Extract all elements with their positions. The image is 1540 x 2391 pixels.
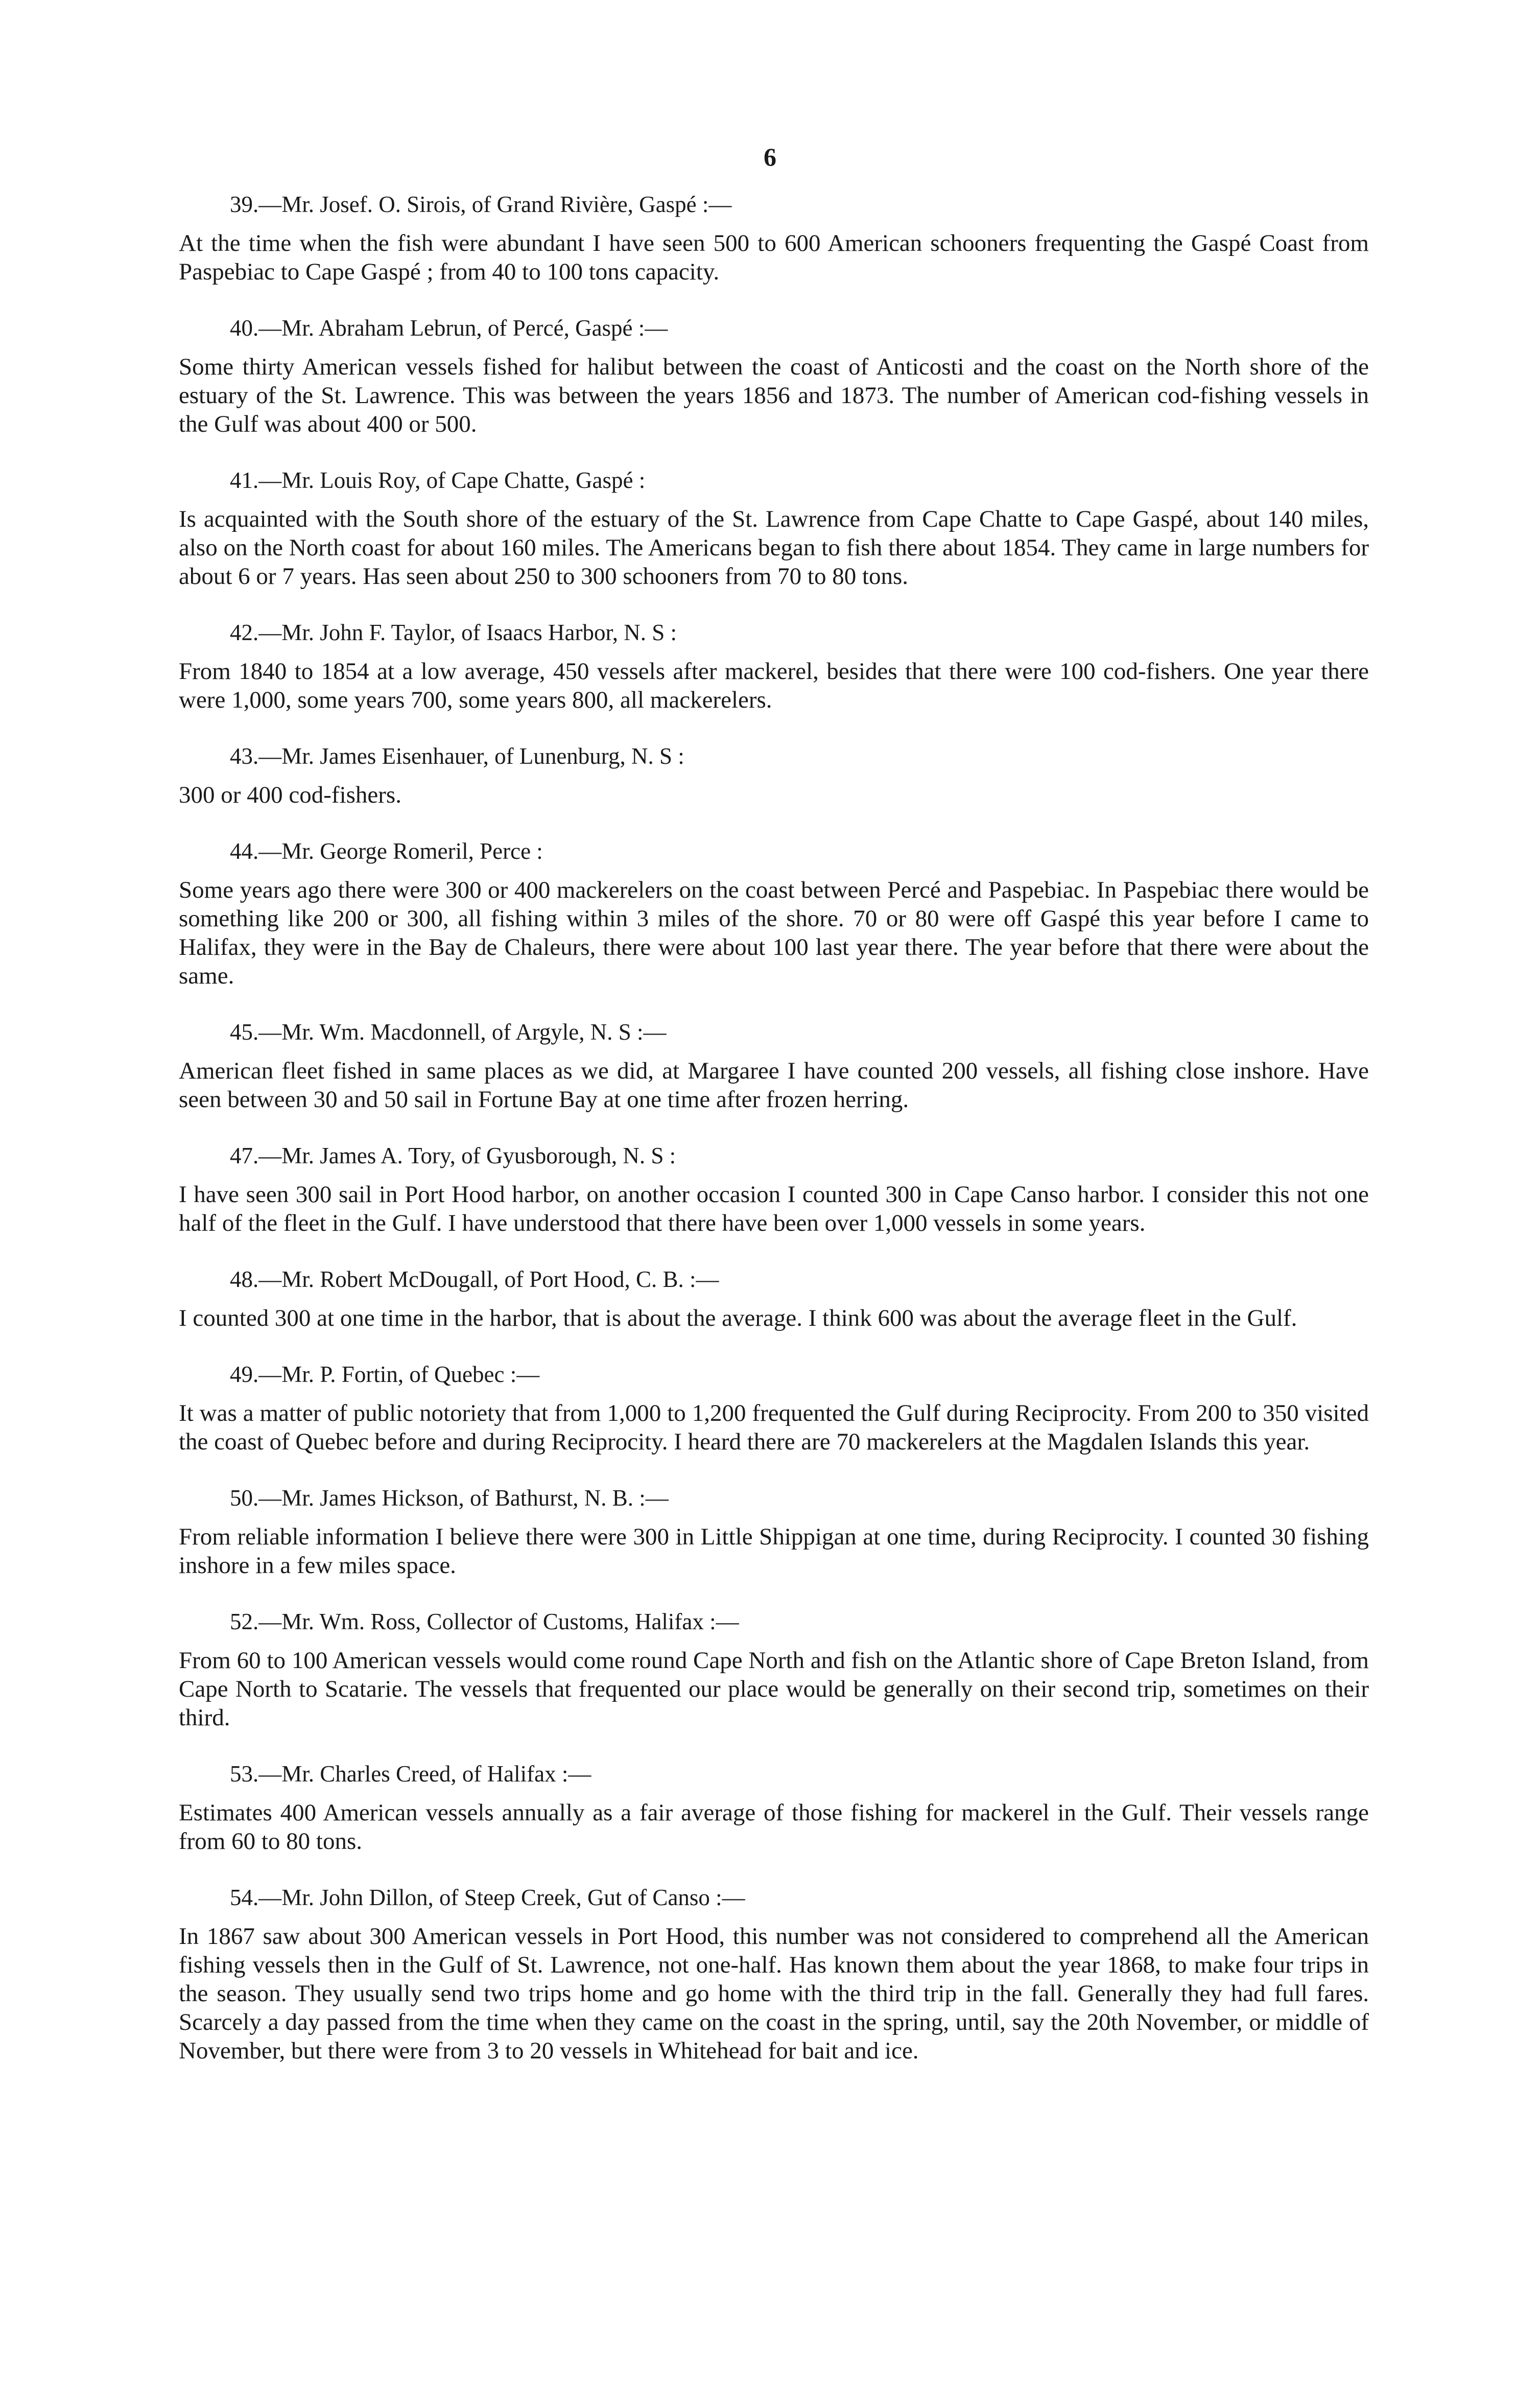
- testimony-entry: [179, 1358, 1369, 1456]
- entry-text: From 60 to 100 American vessels would come round Cape North and fish on the Atlantic shore of Cape Breton Island, from Cape North to Scatarie. The vessels that frequented our place would be generally on their second trip, sometimes on their third.: [179, 1647, 1369, 1731]
- entry-heading: 49.—Mr. P. Fortin, of Quebec :—: [230, 1362, 540, 1387]
- testimony-entry: [179, 1881, 1369, 2065]
- testimony-entry: [179, 1605, 1369, 1732]
- entry-text: Some years ago there were 300 or 400 mackerelers on the coast between Percé and Paspebiac. In Paspebiac there would be something like 200 or 300, all fishing within 3 miles of the shore. 70 or 80 were off Gaspé this year before I came to Halifax, they were in the Bay de Chaleurs, there were about 100 last year there. The year before that there were about the same.: [179, 877, 1369, 989]
- testimony-entry: [179, 188, 1369, 286]
- entry-text: From 1840 to 1854 at a low average, 450 vessels after mackerel, besides that there were 100 cod-fishers. One year there were 1,000, some years 700, some years 800, all mackerelers.: [179, 658, 1369, 713]
- entry-heading: 43.—Mr. James Eisenhauer, of Lunenburg, N. S :: [230, 743, 684, 769]
- entry-text: Some thirty American vessels fished for halibut between the coast of Anticosti and the coast on the North shore of the estuary of the St. Lawrence. This was between the years 1856 and 1873. The number of American cod-fishing vessels in the Gulf was about 400 or 500.: [179, 354, 1369, 437]
- entry-text: At the time when the fish were abundant I have seen 500 to 600 American schooners frequenting the Gaspé Coast from Paspebiac to Cape Gaspé ; from 40 to 100 tons capacity.: [179, 230, 1369, 285]
- testimony-entry: [179, 1016, 1369, 1114]
- testimony-entry: [179, 740, 1369, 809]
- entry-heading: 54.—Mr. John Dillon, of Steep Creek, Gut of Canso :—: [230, 1885, 745, 1910]
- entry-heading: 39.—Mr. Josef. O. Sirois, of Grand Rivière, Gaspé :—: [230, 192, 732, 217]
- entry-heading: 44.—Mr. George Romeril, Perce :: [230, 838, 543, 864]
- entry-heading: 52.—Mr. Wm. Ross, Collector of Customs, Halifax :—: [230, 1609, 739, 1634]
- page-number: 6: [764, 143, 776, 171]
- testimony-entry: [179, 1263, 1369, 1332]
- entry-heading: 47.—Mr. James A. Tory, of Gyusborough, N. S :: [230, 1143, 676, 1168]
- testimony-entry: [179, 312, 1369, 438]
- entry-heading: 48.—Mr. Robert McDougall, of Port Hood, C. B. :—: [230, 1267, 719, 1292]
- entry-text: I counted 300 at one time in the harbor, that is about the average. I think 600 was about the average fleet in the Gulf.: [179, 1305, 1297, 1331]
- entry-heading: 45.—Mr. Wm. Macdonnell, of Argyle, N. S :—: [230, 1019, 667, 1045]
- entry-text: 300 or 400 cod-fishers.: [179, 782, 401, 808]
- entry-text: In 1867 saw about 300 American vessels in Port Hood, this number was not considered to comprehend all the American fishing vessels then in the Gulf of St. Lawrence, not one-half. Has known them about the year 1868, to make four trips in the season. They usually send two trips home and go home with the third trip in the fall. Generally they had full fares. Scarcely a day passed from the time when they came on the coast in the spring, until, say the 20th November, or middle of November, but there were from 3 to 20 vessels in Whitehead for bait and ice.: [179, 1923, 1369, 2064]
- entry-text: I have seen 300 sail in Port Hood harbor, on another occasion I counted 300 in Cape Canso harbor. I consider this not one half of the fleet in the Gulf. I have understood that there have been over 1,000 vessels in some years.: [179, 1181, 1369, 1236]
- testimony-entry: [179, 616, 1369, 714]
- testimony-entry: [179, 1139, 1369, 1237]
- entry-text: From reliable information I believe there were 300 in Little Shippigan at one time, during Reciprocity. I counted 30 fishing inshore in a few miles space.: [179, 1523, 1369, 1579]
- entry-heading: 42.—Mr. John F. Taylor, of Isaacs Harbor, N. S :: [230, 620, 677, 645]
- testimony-entry: [179, 835, 1369, 990]
- entry-heading: 50.—Mr. James Hickson, of Bathurst, N. B. :—: [230, 1485, 669, 1511]
- entry-text: American fleet fished in same places as we did, at Margaree I have counted 200 vessels, all fishing close inshore. Have seen between 30 and 50 sail in Fortune Bay at one time after frozen herring.: [179, 1058, 1369, 1113]
- testimony-entry: [179, 1482, 1369, 1580]
- entry-text: Is acquainted with the South shore of the estuary of the St. Lawrence from Cape Chatte to Cape Gaspé, about 140 miles, also on the North coast for about 160 miles. The Americans began to fish there about 1854. They came in large numbers for about 6 or 7 years. Has seen about 250 to 300 schooners from 70 to 80 tons.: [179, 506, 1369, 590]
- testimony-entry: [179, 1757, 1369, 1856]
- entry-text: It was a matter of public notoriety that from 1,000 to 1,200 frequented the Gulf during Reciprocity. From 200 to 350 visited the coast of Quebec before and during Reciprocity. I heard there are 70 mackerelers at the Magdalen Islands this year.: [179, 1400, 1369, 1455]
- entry-heading: 40.—Mr. Abraham Lebrun, of Percé, Gaspé :—: [230, 315, 668, 341]
- testimony-entry: [179, 464, 1369, 591]
- entry-heading: 41.—Mr. Louis Roy, of Cape Chatte, Gaspé :: [230, 467, 646, 493]
- entry-text: Estimates 400 American vessels annually as a fair average of those fishing for mackerel in the Gulf. Their vessels range from 60 to 80 tons.: [179, 1799, 1369, 1855]
- entry-heading: 53.—Mr. Charles Creed, of Halifax :—: [230, 1761, 591, 1787]
- testimony-list: [179, 188, 1369, 2065]
